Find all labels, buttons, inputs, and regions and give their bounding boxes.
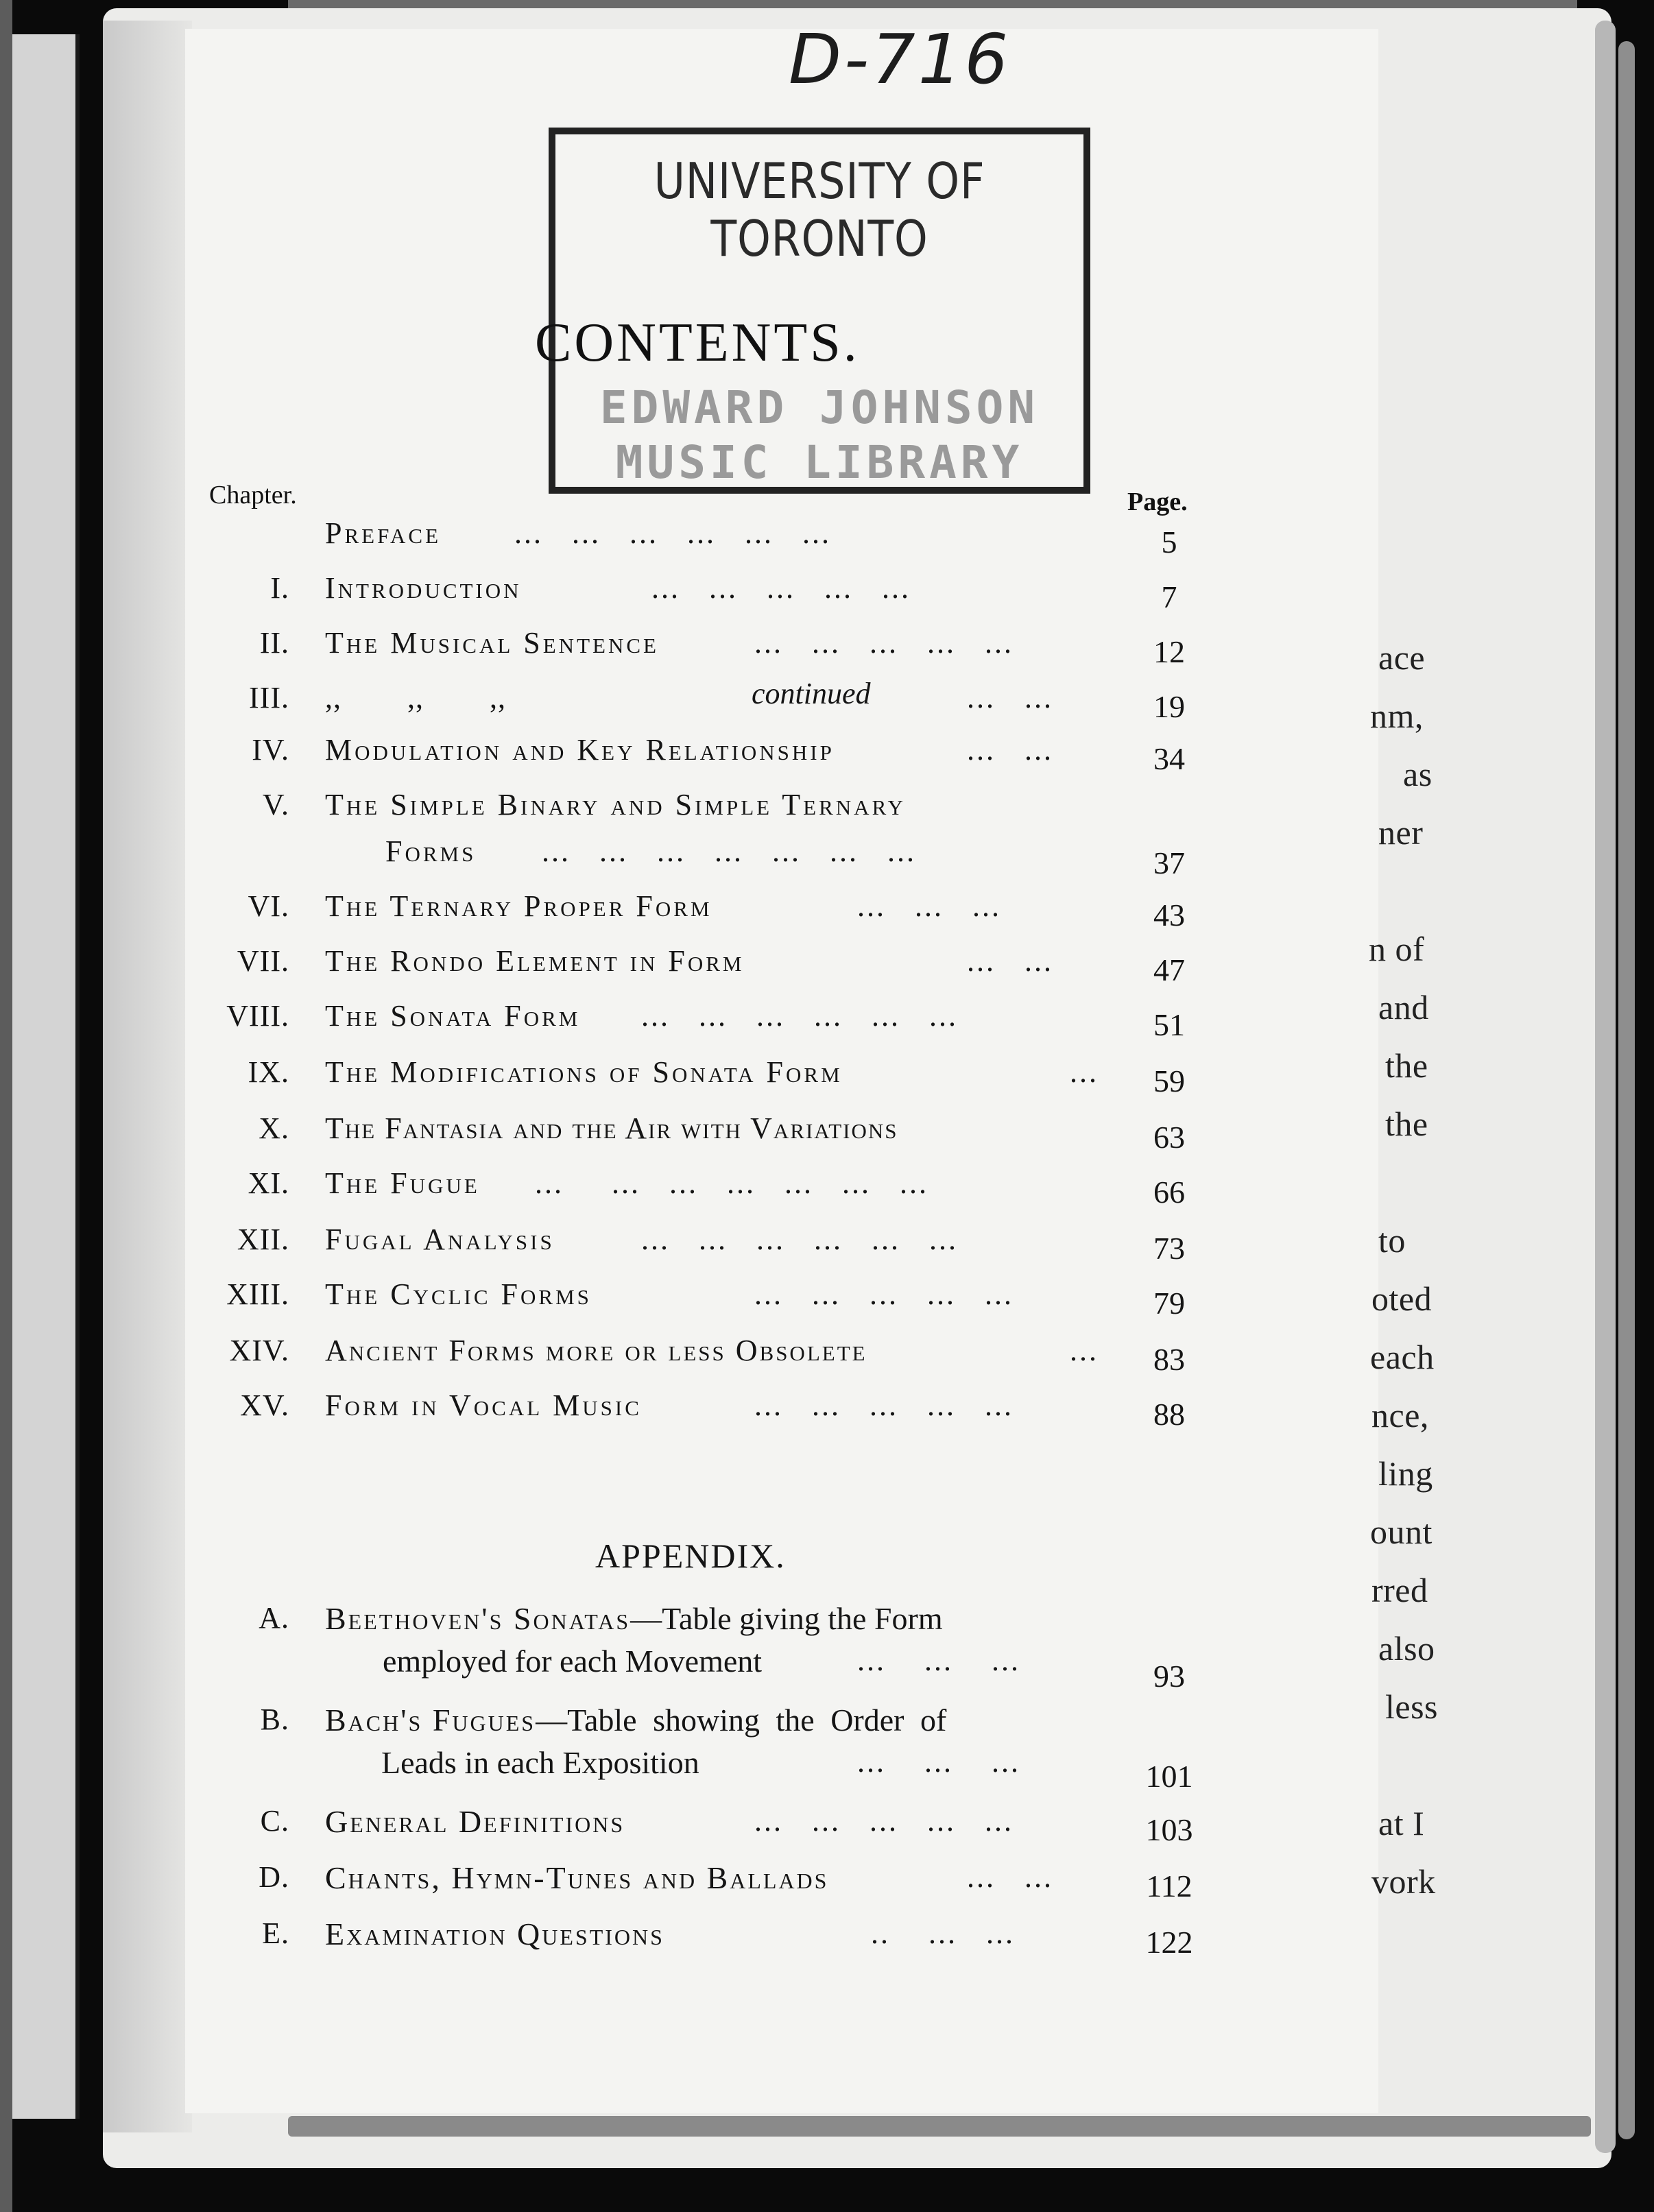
page-edge-bottom: [288, 2116, 1591, 2137]
bleed-word: vork: [1371, 1862, 1436, 1901]
page-edge-right: [1595, 21, 1616, 2153]
toc-row: [0, 998, 1371, 1053]
toc-row: [0, 1111, 1371, 1166]
toc-row: [0, 1222, 1371, 1277]
dot-leader: ... ... ...: [857, 889, 1001, 923]
bleed-word: at I: [1378, 1804, 1425, 1842]
toc-row: [0, 943, 1371, 998]
bleed-word: to: [1378, 1221, 1406, 1260]
bleed-word: each: [1370, 1338, 1435, 1376]
bleed-word: the: [1385, 1105, 1428, 1143]
chapter-title: Fugal Analysis: [325, 1223, 555, 1256]
chapter-column-header: Chapter.: [209, 481, 297, 509]
dot-leader: ... ... ... ... ...: [651, 571, 911, 605]
toc-row: [0, 516, 1371, 570]
appendix-row: [0, 1803, 1371, 1858]
chapter-title: The Rondo Element in Form: [325, 944, 745, 978]
ditto-marks: ,, ,, ,,: [325, 681, 506, 714]
chapter-title: The Sonata Form: [325, 999, 581, 1033]
appendix-letter: D.: [259, 1860, 289, 1894]
appendix-letter: A.: [259, 1601, 289, 1635]
appendix-row: [0, 1702, 1371, 1805]
toc-row: [0, 1166, 1371, 1221]
toc-row: [0, 787, 1371, 890]
appendix-title: Bach's Fugues: [325, 1703, 536, 1738]
toc-row: [0, 732, 1371, 787]
chapter-title-suffix: continued: [752, 677, 871, 710]
dot-leader: ... ... ...: [857, 1745, 1020, 1779]
page-number: 79: [1153, 1286, 1185, 1321]
chapter-number: XIV.: [229, 1334, 289, 1367]
page-number: 66: [1153, 1175, 1185, 1210]
shelf-mark: D-716: [789, 19, 1011, 99]
bleed-word: nce,: [1371, 1396, 1429, 1434]
dot-leader: ... ...: [967, 733, 1053, 767]
page-number: 19: [1153, 689, 1185, 724]
appendix-description: —Table showing the Order of: [536, 1703, 947, 1738]
appendix-title: Beethoven's Sonatas: [325, 1601, 631, 1636]
bleed-word: and: [1378, 988, 1429, 1026]
page-number: 101: [1145, 1759, 1193, 1794]
library-stamp: [549, 128, 1090, 494]
chapter-title: Preface: [325, 516, 442, 550]
toc-row: [0, 1388, 1371, 1443]
chapter-title: The Simple Binary and Simple Ternary: [325, 788, 906, 821]
dot-leader: ...: [1070, 1334, 1099, 1367]
dot-leader: ... ... ... ... ... ...: [514, 516, 831, 550]
dot-leader: ... ...: [967, 944, 1053, 978]
chapter-title: The Ternary Proper Form: [325, 889, 712, 923]
page-number: 93: [1153, 1659, 1185, 1694]
chapter-number: I.: [270, 571, 289, 605]
page-number: 43: [1153, 898, 1185, 933]
bleed-word: ling: [1378, 1454, 1433, 1493]
dot-leader: ... ... ... ... ...: [754, 1804, 1014, 1838]
page-number: 83: [1153, 1342, 1185, 1377]
appendix-row: [0, 1860, 1371, 1914]
appendix-description: —Table giving the Form: [630, 1601, 943, 1636]
appendix-title: Chants, Hymn-Tunes and Ballads: [325, 1860, 829, 1895]
bleed-word: less: [1385, 1687, 1438, 1726]
toc-row: [0, 1277, 1371, 1332]
page-number: 73: [1153, 1231, 1185, 1266]
page-number: 47: [1153, 952, 1185, 987]
page-edge-right-outer: [1618, 41, 1635, 2139]
bleed-word: ace: [1378, 638, 1426, 677]
page-number: 122: [1145, 1925, 1193, 1960]
appendix-letter: B.: [260, 1703, 289, 1736]
chapter-number: III.: [249, 681, 289, 714]
page-number: 112: [1146, 1868, 1192, 1903]
page-column-header: Page.: [1127, 488, 1188, 516]
chapter-number: XII.: [237, 1223, 289, 1256]
bleed-word: ount: [1370, 1513, 1433, 1551]
chapter-title: Introduction: [325, 571, 522, 605]
chapter-number: VII.: [237, 944, 289, 978]
toc-row: [0, 625, 1371, 680]
appendix-letter: C.: [260, 1804, 289, 1838]
bleed-word: the: [1385, 1046, 1428, 1085]
appendix-description-line2: Leads in each Exposition: [381, 1745, 699, 1780]
page-title: CONTENTS.: [535, 313, 860, 373]
dot-leader: ... ... ... ... ... ...: [641, 1223, 958, 1256]
toc-row: [0, 677, 1371, 735]
dot-leader: ... ... ... ... ... ... ...: [542, 834, 916, 868]
stamp-library-name: EDWARD JOHNSON: [599, 381, 1040, 434]
chapter-title: The Fantasia and the Air with Variations: [325, 1111, 898, 1145]
dot-leader: ... ... ... ... ...: [754, 1388, 1014, 1422]
page-number: 7: [1161, 579, 1177, 614]
dot-leader: ... ...: [967, 1860, 1053, 1894]
page-number: 88: [1153, 1397, 1185, 1432]
chapter-title-continuation: Forms: [385, 834, 477, 868]
chapter-number: V.: [262, 788, 289, 821]
page-number: 59: [1153, 1063, 1185, 1098]
chapter-number: VI.: [248, 889, 289, 923]
page-number: 12: [1153, 634, 1185, 669]
dot-leader: .. ... ...: [871, 1916, 1015, 1950]
appendix-row: [0, 1600, 1371, 1703]
page-number: 5: [1161, 525, 1177, 560]
chapter-title: The Fugue: [325, 1166, 480, 1200]
toc-row: [0, 570, 1371, 625]
chapter-title: Form in Vocal Music: [325, 1388, 642, 1422]
chapter-title: Ancient Forms more or less Obsolete: [325, 1334, 867, 1367]
chapter-number: XV.: [240, 1388, 289, 1422]
toc-row: [0, 1055, 1371, 1109]
chapter-title: Modulation and Key Relationship: [325, 733, 835, 767]
appendix-description-line2: employed for each Movement: [383, 1644, 763, 1679]
stamp-university: UNIVERSITY OF TORONTO: [654, 152, 985, 267]
appendix-title-line: [325, 1702, 946, 1738]
toc-row: [0, 1333, 1371, 1388]
chapter-number: XI.: [248, 1166, 289, 1200]
bleed-word: n of: [1369, 930, 1425, 968]
chapter-number: VIII.: [226, 999, 289, 1033]
appendix-title-line: [325, 1803, 625, 1840]
page-number: 63: [1153, 1120, 1185, 1155]
appendix-row: [0, 1916, 1371, 1971]
chapter-title: The Musical Sentence: [325, 626, 659, 660]
dot-leader: ...: [1070, 1055, 1099, 1089]
dot-leader: ... ... ... ... ... ...: [641, 999, 958, 1033]
appendix-title: General Definitions: [325, 1804, 625, 1839]
bleed-word: rred: [1371, 1571, 1428, 1609]
appendix-title-line: [325, 1916, 664, 1952]
toc-row: [0, 889, 1371, 943]
page-number: 51: [1153, 1007, 1185, 1042]
page-number: 103: [1145, 1812, 1193, 1847]
appendix-title: Examination Questions: [325, 1916, 664, 1951]
appendix-letter: E.: [262, 1916, 289, 1950]
chapter-number: IX.: [248, 1055, 289, 1089]
page-number: 34: [1153, 741, 1185, 776]
bleed-word: oted: [1371, 1279, 1433, 1318]
appendix-heading: APPENDIX.: [595, 1537, 786, 1575]
chapter-title: The Cyclic Forms: [325, 1277, 592, 1311]
chapter-number: II.: [259, 626, 289, 660]
bleed-word: ner: [1378, 813, 1424, 852]
dot-leader: ... ... ... ... ... ... ...: [535, 1166, 928, 1200]
dot-leader: ... ... ...: [857, 1644, 1020, 1677]
chapter-number: X.: [259, 1111, 289, 1145]
stamp-library-type: MUSIC LIBRARY: [615, 436, 1024, 489]
bleed-word: as: [1403, 755, 1433, 793]
chapter-number: IV.: [252, 733, 289, 767]
appendix-title-line: [325, 1860, 828, 1896]
appendix-title-line: [325, 1600, 943, 1637]
page-number: 37: [1153, 845, 1185, 880]
bleed-word: also: [1378, 1629, 1435, 1668]
chapter-title: The Modifications of Sonata Form: [325, 1055, 843, 1089]
chapter-number: XIII.: [226, 1277, 289, 1311]
dot-leader: ... ... ... ... ...: [754, 1277, 1014, 1311]
bleed-word: nm,: [1370, 697, 1424, 735]
dot-leader: ... ...: [967, 681, 1053, 714]
dot-leader: ... ... ... ... ...: [754, 626, 1014, 660]
